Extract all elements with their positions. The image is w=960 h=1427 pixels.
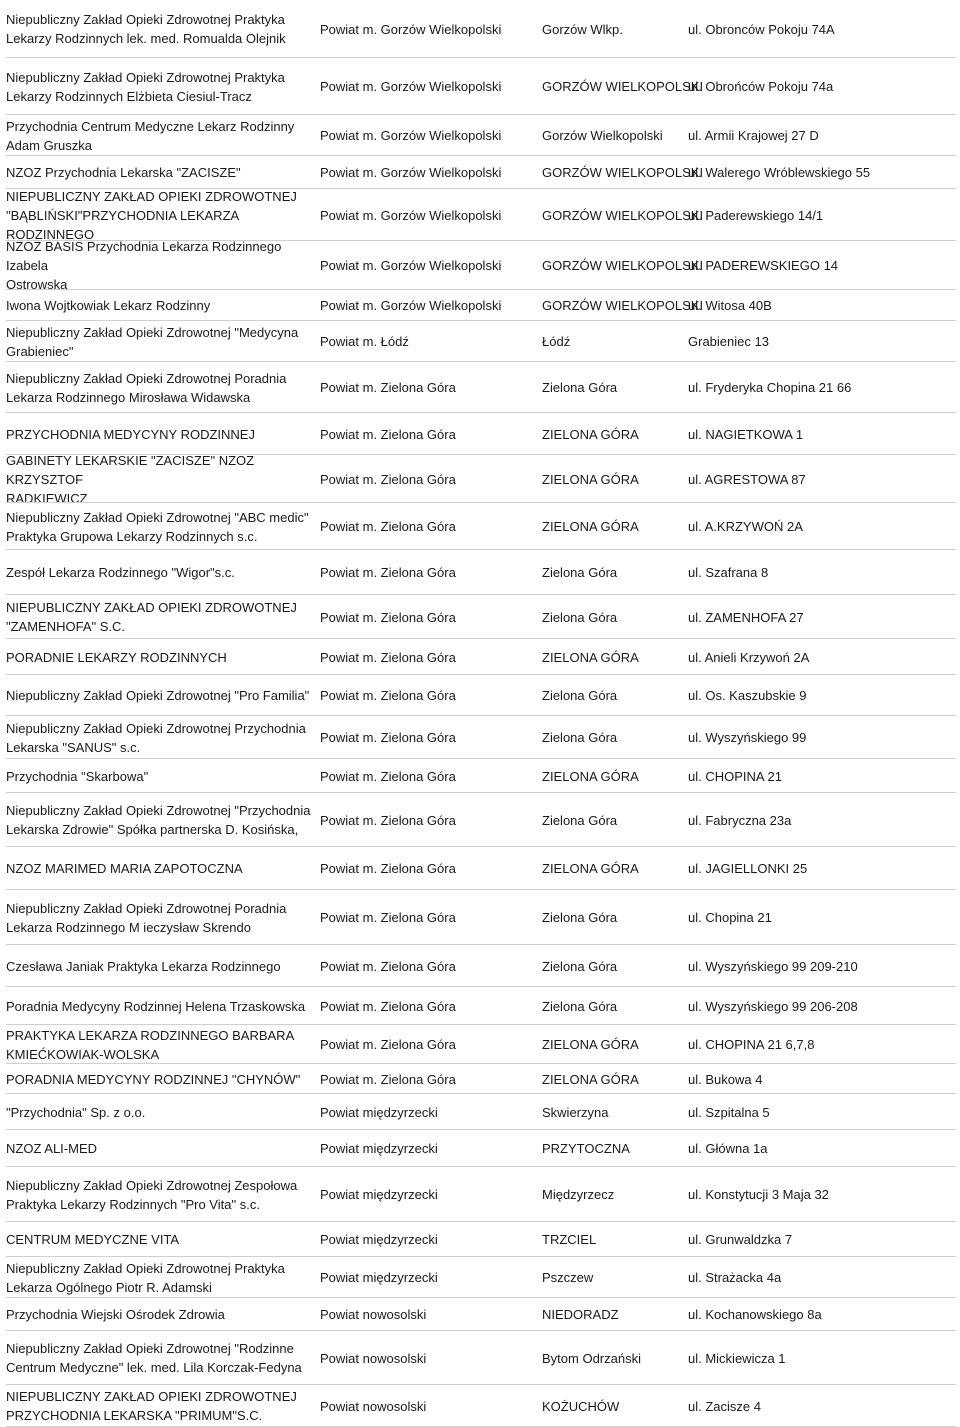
table-row (6, 321, 956, 362)
table-row (6, 847, 956, 890)
county-cell: Powiat m. Zielona Góra (320, 426, 456, 442)
facility-name (6, 58, 318, 115)
city-cell: TRZCIEL (542, 1232, 597, 1247)
city-cell: ZIELONA GÓRA (542, 649, 639, 665)
facility-name (6, 1385, 318, 1427)
county-cell: Powiat m. Zielona Góra (320, 1071, 456, 1087)
facility-name-line: NZOZ BASIS Przychodnia Lekarza Rodzinnego Izabela (6, 239, 282, 273)
county-cell: Powiat m. Gorzów Wielkopolski (320, 79, 502, 94)
table-row (6, 156, 956, 189)
city-cell: Bytom Odrzański (542, 1350, 641, 1366)
county-cell: Powiat m. Zielona Góra (320, 471, 456, 487)
table-row (6, 413, 956, 455)
city-cell: Międzyrzecz (542, 1187, 615, 1202)
facility-name-line: Lekarska Zdrowie" Spółka partnerska D. Kosińska, (6, 822, 299, 837)
table-row (6, 987, 956, 1025)
county-cell: Powiat m. Zielona Góra (320, 812, 456, 828)
city-cell: Pszczew (542, 1270, 594, 1285)
facility-name-line: Lekarza Rodzinnego M ieczysław Skrendo (6, 919, 251, 935)
county-cell: Powiat m. Zielona Góra (320, 519, 456, 534)
street-cell: ul. Fabryczna 23a (688, 812, 792, 828)
table-row (6, 1130, 956, 1167)
city-cell: GORZÓW WIELKOPOLSKI (542, 79, 704, 94)
facility-name-line: CENTRUM MEDYCZNE VITA (6, 1232, 180, 1247)
table-row (6, 675, 956, 716)
facility-name (6, 945, 318, 987)
facility-name-line: PRZYCHODNIA MEDYCYNY RODZINNEJ (6, 426, 255, 442)
facility-name-line: Iwona Wojtkowiak Lekarz Rodzinny (6, 298, 211, 313)
facility-name (6, 362, 318, 413)
street-cell: ul. Os. Kaszubskie 9 (688, 688, 807, 703)
street-cell: ul. NAGIETKOWA 1 (688, 426, 804, 442)
city-cell: Zielona Góra (542, 812, 618, 828)
street-cell: ul. Paderewskiego 14/1 (688, 207, 824, 223)
city-cell: ZIELONA GÓRA (542, 768, 639, 784)
city-cell: Zielona Góra (542, 565, 618, 580)
city-cell: GORZÓW WIELKOPOLSKI (542, 298, 704, 313)
street-cell: ul. Obrońców Pokoju 74a (688, 79, 834, 94)
facility-name-line: PRZYCHODNIA LEKARSKA "PRIMUM"S.C. (6, 1408, 263, 1423)
facility-name-line: NZOZ Przychodnia Lekarska "ZACISZE" (6, 165, 241, 180)
county-cell: Powiat nowosolski (320, 1350, 427, 1366)
facility-name-line: Ostrowska (6, 277, 68, 292)
facility-name-line: Lekarzy Rodzinnych lek. med. Romualda Olejnik (6, 31, 286, 46)
street-cell: ul. Wyszyńskiego 99 206-208 (688, 998, 858, 1014)
county-cell: Powiat m. Zielona Góra (320, 609, 456, 625)
city-cell: GORZÓW WIELKOPOLSKI (542, 165, 704, 180)
county-cell: Powiat m. Zielona Góra (320, 649, 456, 665)
city-cell: Gorzów Wlkp. (542, 21, 623, 37)
street-cell: ul. Bukowa 4 (688, 1071, 763, 1087)
table-row (6, 1257, 956, 1298)
street-cell: ul. Chopina 21 (688, 910, 772, 925)
street-cell: ul. ZAMENHOFA 27 (688, 609, 804, 625)
facility-name (6, 1167, 318, 1222)
city-cell: ZIELONA GÓRA (542, 519, 639, 534)
facility-name-line: Niepubliczny Zakład Opieki Zdrowotnej "Medycyna (6, 324, 299, 340)
facility-name (6, 1257, 318, 1298)
facility-name-line: Czesława Janiak Praktyka Lekarza Rodzinnego (6, 958, 281, 974)
city-cell: NIEDORADZ (542, 1307, 619, 1322)
table-row (6, 58, 956, 115)
facility-name-line: Adam Gruszka (6, 137, 92, 153)
facility-name (6, 675, 318, 716)
table-row (6, 639, 956, 675)
facility-name-line: Lekarza Rodzinnego Mirosława Widawska (6, 389, 251, 405)
facility-name-line: PRAKTYKA LEKARZA RODZINNEGO BARBARA (6, 1027, 295, 1043)
table-row (6, 452, 956, 506)
county-cell: Powiat m. Zielona Góra (320, 565, 456, 580)
city-cell: Zielona Góra (542, 958, 618, 974)
street-cell: ul. CHOPINA 21 6,7,8 (688, 1037, 815, 1052)
city-cell: Zielona Góra (542, 730, 618, 745)
table-row (6, 890, 956, 945)
facility-name-line: Centrum Medyczne" lek. med. Lila Korczak-Fedyna (6, 1360, 302, 1375)
facility-name-line: Grabieniec" (6, 343, 74, 359)
table-row (6, 1222, 956, 1257)
street-cell: ul. Zacisze 4 (688, 1398, 761, 1414)
facility-name-line: Lekarzy Rodzinnych Elżbieta Ciesiul-Tracz (6, 88, 252, 104)
facility-name (6, 413, 318, 455)
county-cell: Powiat nowosolski (320, 1398, 427, 1414)
facility-name-line: Niepubliczny Zakład Opieki Zdrowotnej Zespołowa (6, 1177, 298, 1193)
city-cell: ZIELONA GÓRA (542, 1071, 639, 1087)
facility-name-line: Lekarska "SANUS" s.c. (6, 739, 141, 755)
table-row (6, 550, 956, 595)
county-cell: Powiat m. Zielona Góra (320, 688, 456, 703)
county-cell: Powiat m. Zielona Góra (320, 730, 456, 745)
facility-name-line: PORADNIE LEKARZY RODZINNYCH (6, 649, 227, 665)
facility-name-line: "BĄBLIŃSKI"PRZYCHODNIA LEKARZA RODZINNEGO (6, 207, 239, 242)
facility-name-line: Przychodnia Wiejski Ośrodek Zdrowia (6, 1307, 225, 1322)
facility-name (6, 793, 318, 847)
facility-name (6, 890, 318, 945)
facility-name (6, 0, 318, 58)
city-cell: KOŻUCHÓW (542, 1398, 620, 1414)
table-row (6, 362, 956, 413)
county-cell: Powiat m. Zielona Góra (320, 380, 456, 395)
street-cell: ul. AGRESTOWA 87 (688, 471, 806, 487)
city-cell: Zielona Góra (542, 380, 618, 395)
street-cell: ul. Wyszyńskiego 99 209-210 (688, 958, 858, 974)
facility-name-line: NZOZ ALI-MED (6, 1141, 98, 1156)
facility-name-line: NZOZ MARIMED MARIA ZAPOTOCZNA (6, 861, 243, 876)
street-cell: ul. Fryderyka Chopina 21 66 (688, 380, 852, 395)
facility-name-line: Niepubliczny Zakład Opieki Zdrowotnej Praktyka (6, 69, 285, 85)
county-cell: Powiat m. Zielona Góra (320, 958, 456, 974)
table-row (6, 1167, 956, 1222)
facility-name (6, 1298, 318, 1331)
facility-name (6, 156, 318, 189)
street-cell: ul. JAGIELLONKI 25 (688, 861, 808, 876)
facility-name-line: NIEPUBLICZNY ZAKŁAD OPIEKI ZDROWOTNEJ (6, 1389, 297, 1404)
facility-name-line: Przychodnia "Skarbowa" (6, 768, 149, 784)
facility-name (6, 1130, 318, 1167)
facility-name-line: Lekarza Ogólnego Piotr R. Adamski (6, 1279, 212, 1295)
street-cell: Grabieniec 13 (688, 334, 769, 349)
city-cell: Łódź (542, 334, 571, 349)
city-cell: GORZÓW WIELKOPOLSKI (542, 258, 704, 273)
facility-name-line: PORADNIA MEDYCYNY RODZINNEJ "CHYNÓW" (6, 1071, 301, 1087)
city-cell: Zielona Góra (542, 609, 618, 625)
city-cell: ZIELONA GÓRA (542, 861, 639, 876)
county-cell: Powiat międzyrzecki (320, 1232, 438, 1247)
street-cell: ul. Walerego Wróblewskiego 55 (688, 165, 871, 180)
facility-name (6, 452, 318, 506)
street-cell: ul. Wyszyńskiego 99 (688, 730, 807, 745)
facility-name (6, 716, 318, 759)
facility-name (6, 321, 318, 362)
facility-name (6, 241, 318, 290)
table-row (6, 1298, 956, 1331)
city-cell: Skwierzyna (542, 1104, 609, 1120)
facility-name (6, 1025, 318, 1064)
table-row (6, 759, 956, 793)
table-row (6, 241, 956, 290)
facility-name-line: Niepubliczny Zakład Opieki Zdrowotnej Praktyka (6, 1260, 285, 1276)
facility-name (6, 1331, 318, 1385)
street-cell: ul. Główna 1a (688, 1141, 768, 1156)
county-cell: Powiat m. Zielona Góra (320, 861, 456, 876)
facility-name (6, 550, 318, 595)
county-cell: Powiat m. Zielona Góra (320, 910, 456, 925)
county-cell: Powiat m. Gorzów Wielkopolski (320, 128, 502, 143)
facility-name (6, 115, 318, 156)
city-cell: PRZYTOCZNA (542, 1141, 630, 1156)
facility-name-line: Poradnia Medycyny Rodzinnej Helena Trzaskowska (6, 998, 306, 1014)
facility-name (6, 595, 318, 639)
city-cell: Gorzów Wielkopolski (542, 128, 663, 143)
county-cell: Powiat m. Gorzów Wielkopolski (320, 258, 502, 273)
table-row (6, 189, 956, 241)
facility-name-line: Niepubliczny Zakład Opieki Zdrowotnej "Przychodnia (6, 803, 311, 818)
facility-name-line: RADKIEWICZ (6, 490, 88, 506)
county-cell: Powiat m. Gorzów Wielkopolski (320, 165, 502, 180)
facility-name (6, 1222, 318, 1257)
facility-name-line: GABINETY LEKARSKIE "ZACISZE" NZOZ KRZYSZTOF (6, 452, 255, 487)
county-cell: Powiat międzyrzecki (320, 1270, 438, 1285)
facility-name-line: Niepubliczny Zakład Opieki Zdrowotnej "ABC medic" (6, 509, 309, 525)
street-cell: ul. A.KRZYWOŃ 2A (688, 519, 803, 534)
county-cell: Powiat nowosolski (320, 1307, 427, 1322)
city-cell: Zielona Góra (542, 998, 618, 1014)
table-row (6, 945, 956, 987)
facility-name (6, 290, 318, 321)
table-row (6, 1385, 956, 1427)
facility-name (6, 503, 318, 550)
facility-name-line: Praktyka Grupowa Lekarzy Rodzinnych s.c. (6, 528, 258, 544)
facility-name (6, 847, 318, 890)
facility-name (6, 1094, 318, 1130)
facility-name (6, 189, 318, 241)
county-cell: Powiat międzyrzecki (320, 1187, 438, 1202)
facility-name-line: Niepubliczny Zakład Opieki Zdrowotnej Praktyka (6, 12, 285, 27)
facility-name-line: Niepubliczny Zakład Opieki Zdrowotnej "Pro Familia" (6, 688, 310, 703)
county-cell: Powiat m. Zielona Góra (320, 998, 456, 1014)
street-cell: ul. Obronców Pokoju 74A (688, 21, 835, 37)
facility-name-line: Niepubliczny Zakład Opieki Zdrowotnej Poradnia (6, 370, 287, 386)
table-row (6, 115, 956, 156)
county-cell: Powiat m. Łódź (320, 334, 409, 349)
street-cell: ul. CHOPINA 21 (688, 768, 782, 784)
facility-name-line: NIEPUBLICZNY ZAKŁAD OPIEKI ZDROWOTNEJ (6, 600, 297, 615)
table-row (6, 1025, 956, 1064)
county-cell: Powiat m. Gorzów Wielkopolski (320, 298, 502, 313)
facility-name-line: Niepubliczny Zakład Opieki Zdrowotnej Poradnia (6, 900, 287, 916)
street-cell: ul. Szafrana 8 (688, 565, 769, 580)
street-cell: ul. Kochanowskiego 8a (688, 1307, 822, 1322)
county-cell: Powiat międzyrzecki (320, 1141, 438, 1156)
facility-name-line: Niepubliczny Zakład Opieki Zdrowotnej Przychodnia (6, 720, 306, 736)
county-cell: Powiat m. Gorzów Wielkopolski (320, 207, 502, 223)
facility-name-line: Praktyka Lekarzy Rodzinnych "Pro Vita" s.c. (6, 1196, 260, 1212)
table-row (6, 716, 956, 759)
facility-name-line: KMIEĆKOWIAK-WOLSKA (6, 1046, 160, 1062)
facility-name-line: "Przychodnia" Sp. z o.o. (6, 1104, 146, 1120)
county-cell: Powiat m. Gorzów Wielkopolski (320, 21, 502, 37)
city-cell: ZIELONA GÓRA (542, 471, 639, 487)
street-cell: ul. Grunwaldzka 7 (688, 1232, 793, 1247)
city-cell: Zielona Góra (542, 688, 618, 703)
county-cell: Powiat międzyrzecki (320, 1104, 438, 1120)
city-cell: ZIELONA GÓRA (542, 426, 639, 442)
table-row (6, 1094, 956, 1130)
facility-name-line: Przychodnia Centrum Medyczne Lekarz Rodzinny (6, 118, 295, 134)
county-cell: Powiat m. Zielona Góra (320, 768, 456, 784)
county-cell: Powiat m. Zielona Góra (320, 1037, 456, 1052)
city-cell: Zielona Góra (542, 910, 618, 925)
facility-name (6, 1064, 318, 1094)
table-row (6, 595, 956, 639)
facility-name-line: Zespół Lekarza Rodzinnego "Wigor"s.c. (6, 565, 235, 580)
street-cell: ul. PADEREWSKIEGO 14 (688, 258, 839, 273)
street-cell: ul. Mickiewicza 1 (688, 1350, 786, 1366)
facility-name-line: Niepubliczny Zakład Opieki Zdrowotnej "Rodzinne (6, 1341, 294, 1356)
street-cell: ul. Szpitalna 5 (688, 1104, 770, 1120)
facility-name (6, 639, 318, 675)
table-row (6, 793, 956, 847)
street-cell: ul. Armii Krajowej 27 D (688, 128, 819, 143)
street-cell: ul. Anieli Krzywoń 2A (688, 649, 810, 665)
street-cell: ul. Konstytucji 3 Maja 32 (688, 1187, 829, 1202)
table-row (6, 503, 956, 550)
street-cell: ul. Witosa 40B (688, 298, 772, 313)
table-row (6, 290, 956, 321)
city-cell: ZIELONA GÓRA (542, 1037, 639, 1052)
facility-name-line: NIEPUBLICZNY ZAKŁAD OPIEKI ZDROWOTNEJ (6, 188, 297, 204)
facility-name (6, 987, 318, 1025)
table-row (6, 1331, 956, 1385)
table-row (6, 0, 956, 58)
facility-name-line: "ZAMENHOFA" S.C. (6, 619, 126, 634)
city-cell: GORZÓW WIELKOPOLSKI (542, 207, 704, 223)
table-row (6, 1064, 956, 1094)
facility-name (6, 759, 318, 793)
street-cell: ul. Strażacka 4a (688, 1270, 782, 1285)
